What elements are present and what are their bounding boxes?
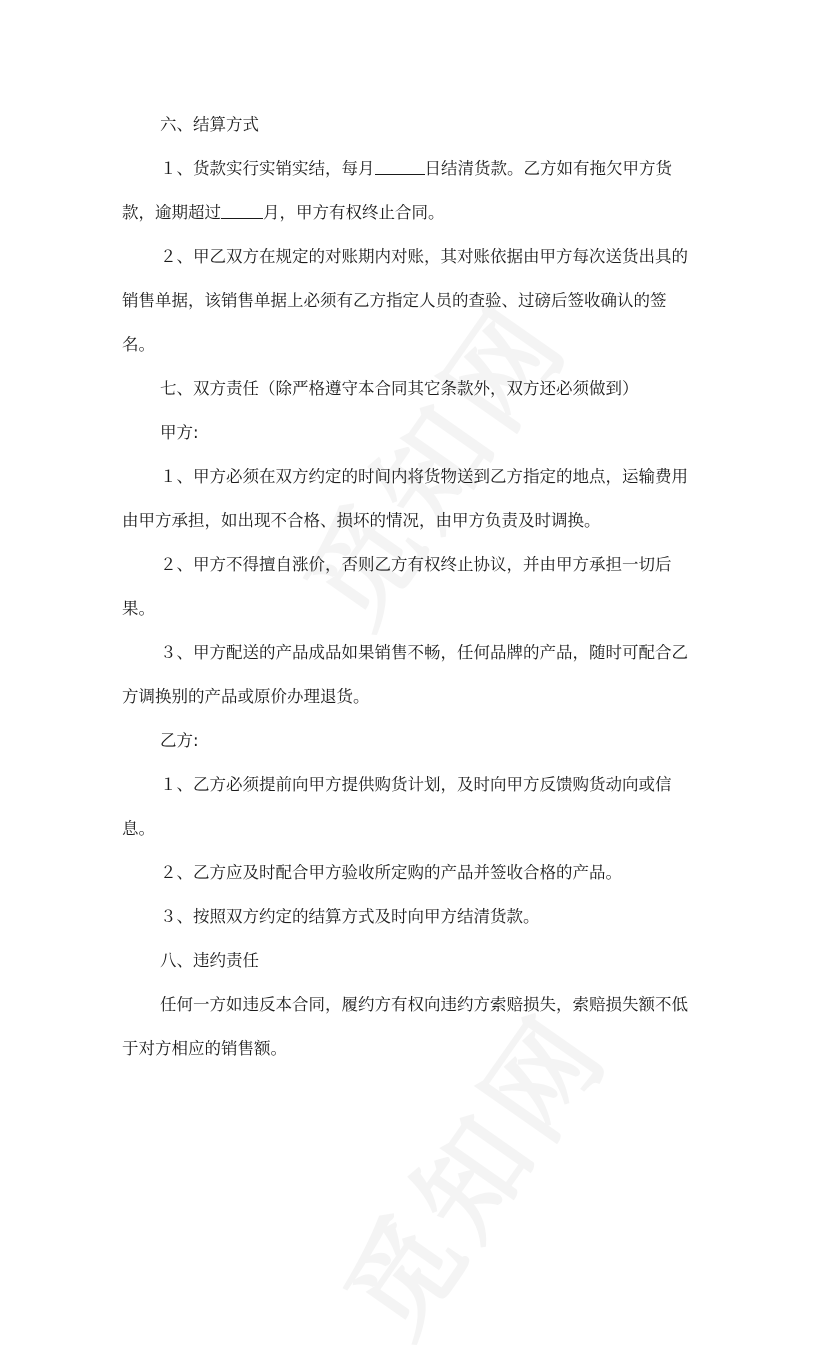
paragraph-line: ３、按照双方约定的结算方式及时向甲方结清货款。 — [160, 907, 540, 926]
fill-in-blank — [221, 204, 263, 219]
party-label: 甲方: — [160, 423, 199, 442]
watermark — [262, 266, 598, 652]
paragraph-line: １、乙方必须提前向甲方提供购货计划，及时向甲方反馈购货动向或信 — [160, 775, 672, 794]
section-heading: 六、结算方式 — [160, 115, 259, 134]
paragraph-line: 名。 — [122, 335, 155, 354]
paragraph-line: ３、甲方配送的产品成品如果销售不畅，任何品牌的产品，随时可配合乙 — [160, 643, 688, 662]
paragraph-line: ２、乙方应及时配合甲方验收所定购的产品并签收合格的产品。 — [160, 863, 622, 882]
paragraph-line: ２、甲乙双方在规定的对账期内对账，其对账依据由甲方每次送货出具的 — [160, 247, 688, 266]
paragraph-line: ２、甲方不得擅自涨价，否则乙方有权终止协议，并由甲方承担一切后 — [160, 555, 672, 574]
text-run: 日结清货款。乙方如有拖欠甲方货 — [424, 159, 672, 178]
paragraph-line: 果。 — [122, 599, 155, 618]
section-heading: 八、违约责任 — [160, 951, 259, 970]
section-heading: 七、双方责任（除严格遵守本合同其它条款外，双方还必须做到） — [160, 379, 639, 398]
paragraph-line: 由甲方承担，如出现不合格、损坏的情况，由甲方负责及时调换。 — [122, 511, 601, 530]
paragraph-line: １、甲方必须在双方约定的时间内将货物送到乙方指定的地点，运输费用 — [160, 467, 688, 486]
text-run: 款，逾期超过 — [122, 203, 221, 222]
paragraph-line: 息。 — [122, 819, 155, 838]
paragraph-line — [160, 159, 672, 179]
fill-in-blank — [375, 160, 425, 175]
text-run: １、货款实行实销实结，每月 — [160, 159, 375, 178]
paragraph-line: 方调换别的产品或原价办理退货。 — [122, 687, 370, 706]
paragraph-line — [122, 203, 445, 223]
paragraph-line: 任何一方如违反本合同，履约方有权向违约方索赔损失，索赔损失额不低 — [160, 995, 688, 1014]
text-run: 月，甲方有权终止合同。 — [263, 203, 445, 222]
paragraph-line: 于对方相应的销售额。 — [122, 1039, 287, 1058]
paragraph-line: 销售单据，该销售单据上必须有乙方指定人员的查验、过磅后签收确认的签 — [122, 291, 667, 310]
watermark — [302, 976, 638, 1362]
party-label: 乙方: — [160, 731, 199, 750]
